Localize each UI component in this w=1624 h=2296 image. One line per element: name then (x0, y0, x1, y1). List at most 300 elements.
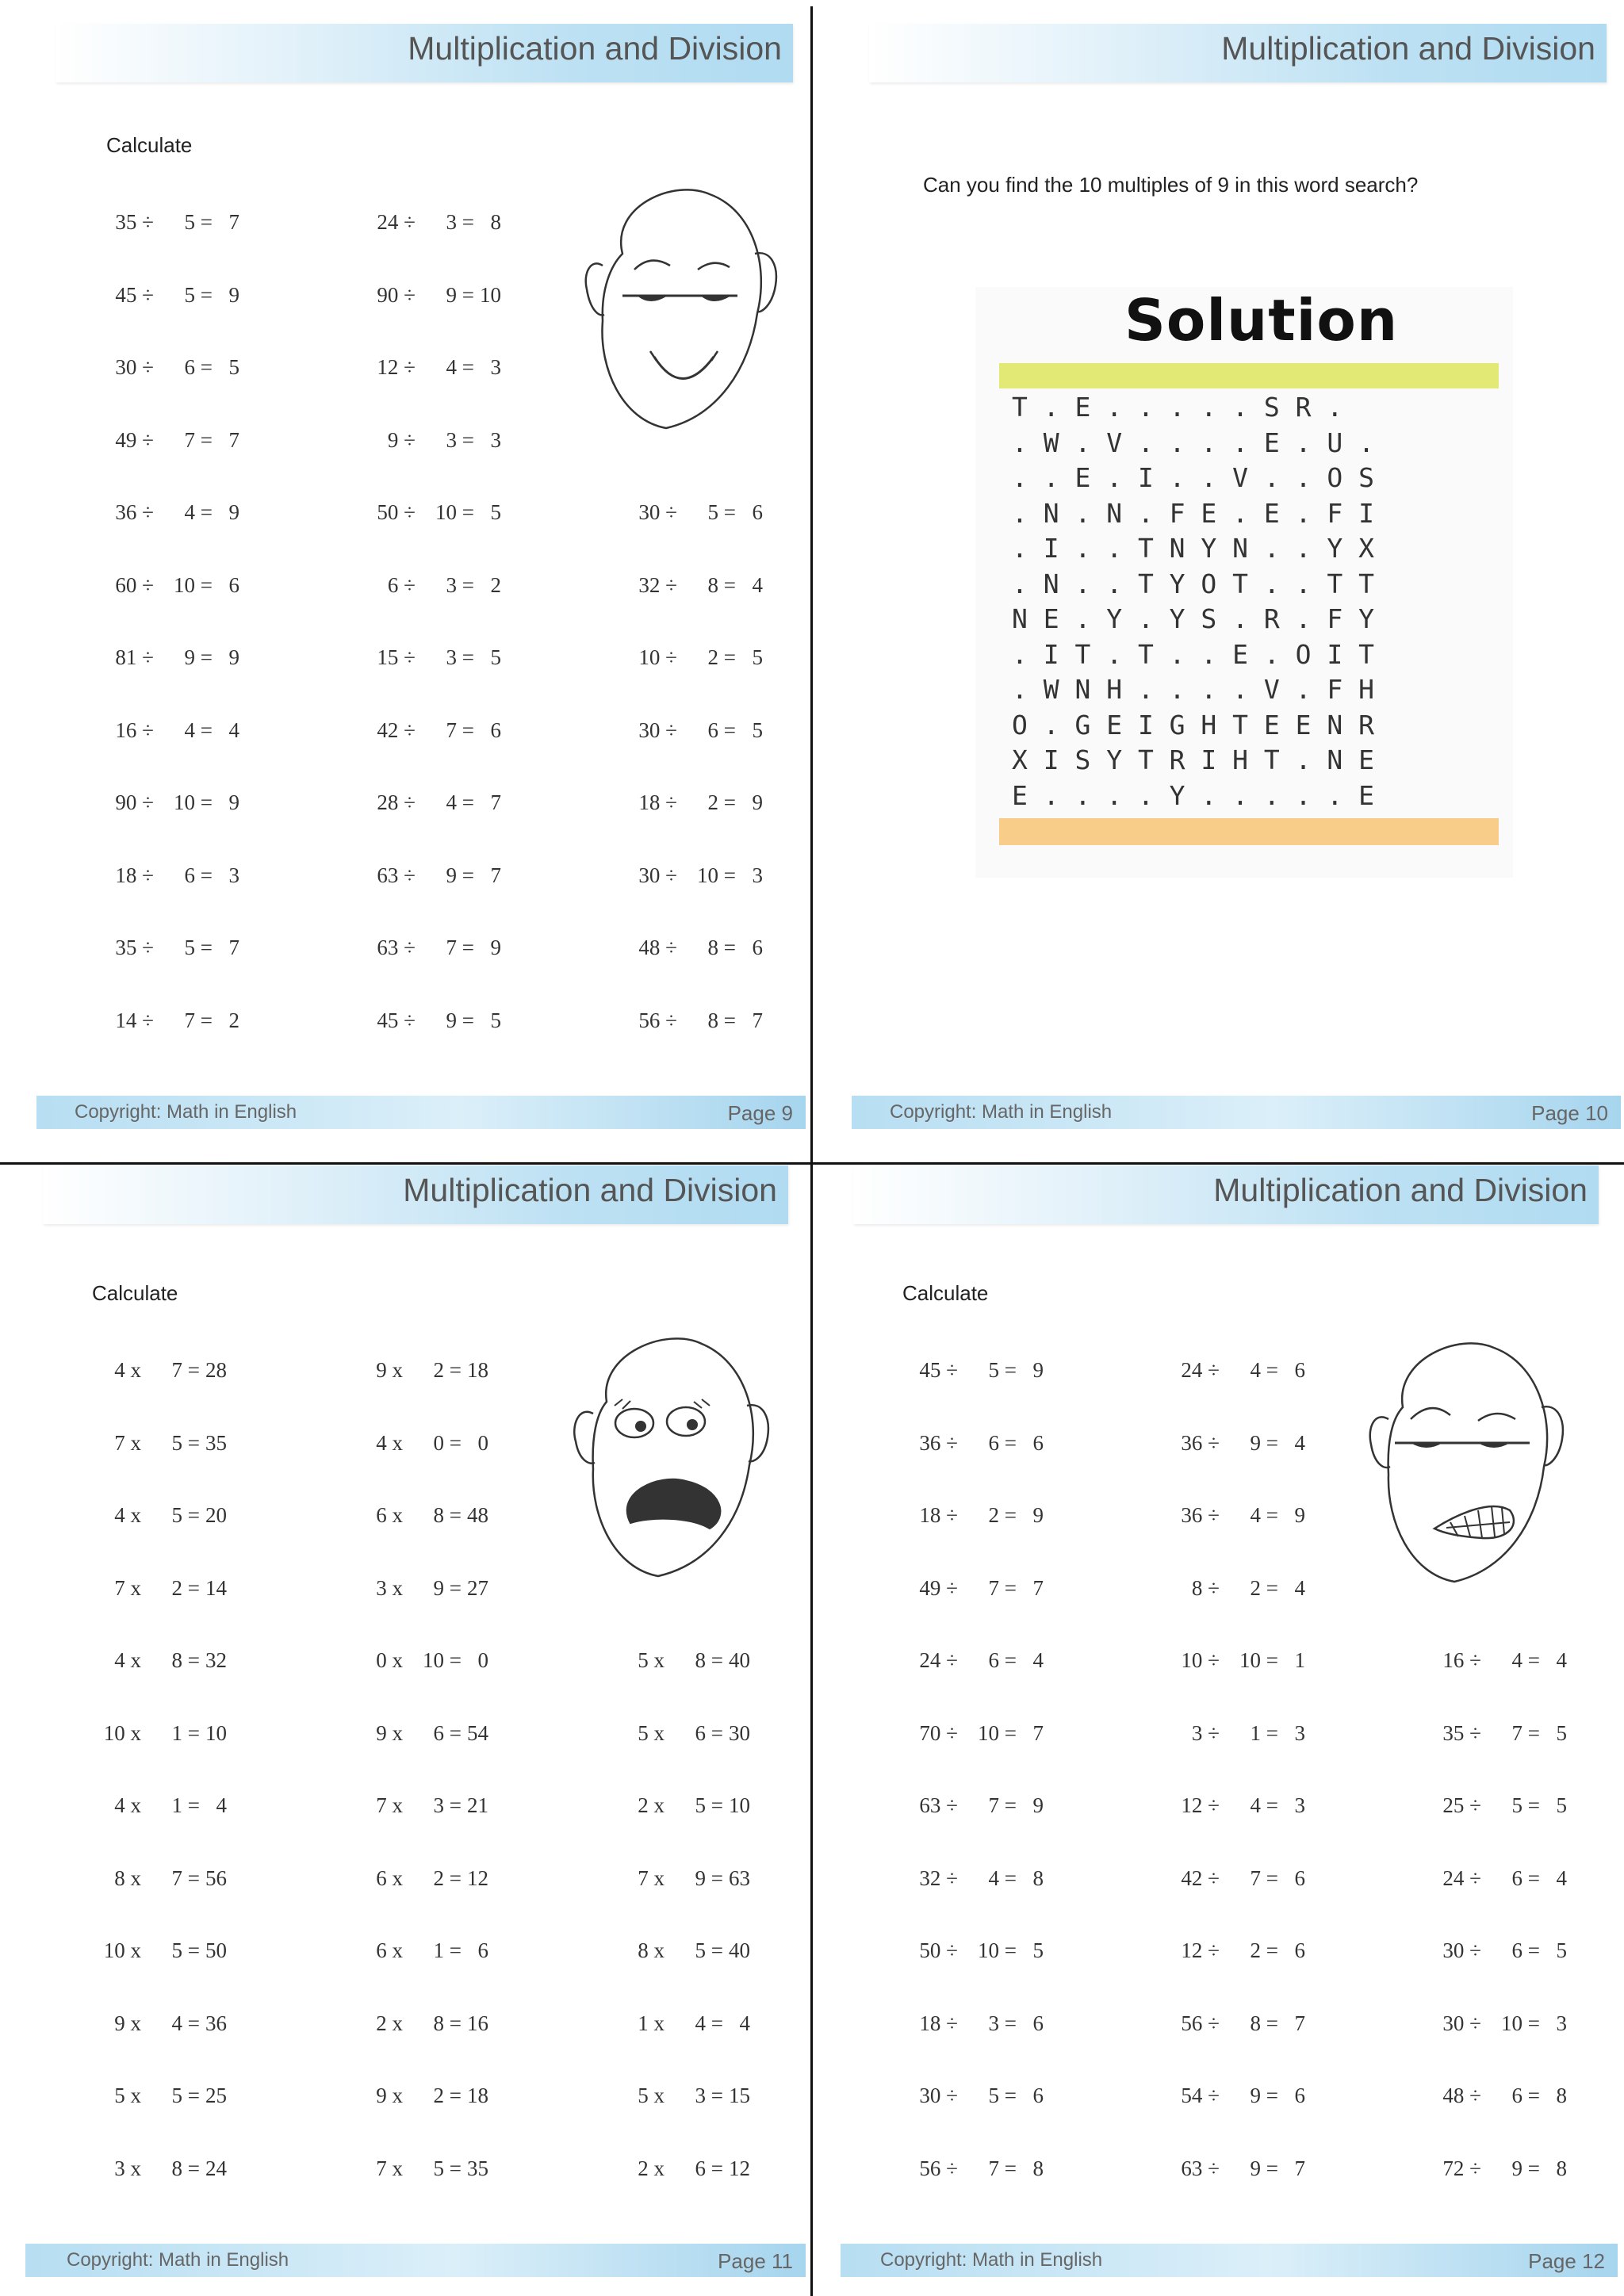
operand-a: 10 x (103, 1938, 141, 1962)
operand-b: 5 = (707, 500, 736, 524)
operand-b: 0 = (433, 1430, 462, 1455)
operand-b: 5 = (184, 210, 213, 234)
grid-row: . W . V . . . . E . U . (1012, 427, 1374, 458)
answer: 5 (1556, 1938, 1567, 1962)
operand-b: 2 = (988, 1503, 1017, 1527)
equation-row (106, 645, 257, 672)
equation-row (910, 1938, 1061, 1965)
operand-a: 35 ÷ (115, 210, 154, 234)
operand-b: 9 = (446, 863, 474, 887)
equation-row (1172, 1866, 1323, 1893)
operand-a: 18 ÷ (115, 863, 154, 887)
operand-a: 70 ÷ (919, 1720, 958, 1745)
answer: 3 (228, 863, 239, 887)
equation-row (368, 573, 519, 600)
operand-a: 35 ÷ (1442, 1720, 1481, 1745)
equation-row (368, 645, 519, 672)
answer: 27 (467, 1575, 488, 1600)
equation-row (910, 1648, 1061, 1675)
operand-a: 63 ÷ (919, 1793, 958, 1817)
smiling-face-icon (555, 178, 793, 440)
answer: 0 (477, 1648, 488, 1672)
answer: 9 (752, 790, 763, 814)
operand-a: 45 ÷ (919, 1358, 958, 1382)
equation-row (94, 1938, 244, 1965)
equation-row (910, 1866, 1061, 1893)
answer: 4 (752, 572, 763, 597)
operand-b: 7 = (171, 1866, 200, 1890)
operand-b: 9 = (433, 1575, 462, 1600)
copyright-text: Copyright: Math in English (75, 1101, 297, 1123)
copyright-text: Copyright: Math in English (890, 1101, 1113, 1123)
equation-row (630, 500, 780, 527)
answer: 5 (752, 645, 763, 669)
operand-b: 6 = (695, 1720, 723, 1745)
operand-b: 4 = (446, 355, 474, 379)
answer: 21 (467, 1793, 488, 1817)
answer: 7 (228, 936, 239, 959)
answer: 4 (1556, 1866, 1567, 1890)
operand-a: 4 x (114, 1503, 141, 1527)
operand-b: 4 = (184, 500, 213, 524)
operand-a: 45 ÷ (115, 282, 154, 307)
equation-row (1172, 1431, 1323, 1458)
equation-row (617, 1866, 768, 1893)
equation-row (630, 863, 780, 890)
grid-row: . . E . I . . V . . O S (1012, 462, 1374, 493)
answer: 4 (1294, 1575, 1305, 1600)
operand-b: 3 = (446, 645, 474, 669)
answer: 35 (467, 2156, 488, 2180)
grid-row: T . E . . . . . S R . (1012, 392, 1343, 423)
equation-row (368, 790, 519, 817)
page-10 (812, 0, 1624, 1148)
operand-b: 8 = (171, 2156, 200, 2180)
operand-a: 6 x (376, 1503, 403, 1527)
operand-a: 10 ÷ (638, 645, 677, 669)
operand-a: 0 x (376, 1648, 403, 1672)
answer: 6 (1294, 2084, 1305, 2107)
equation-row (1172, 2011, 1323, 2038)
operand-a: 81 ÷ (115, 645, 154, 669)
operand-a: 2 x (638, 2156, 665, 2180)
letter-grid (1012, 392, 1488, 811)
equation-row (368, 1008, 519, 1035)
operand-b: 6 = (1511, 1938, 1540, 1962)
operand-b: 5 = (988, 2084, 1017, 2107)
equation-row (1434, 1721, 1584, 1748)
answer: 12 (467, 1866, 488, 1890)
calculate-label: Calculate (902, 1281, 989, 1305)
answer: 2 (228, 1008, 239, 1032)
equation-row (368, 936, 519, 962)
operand-b: 3 = (446, 572, 474, 597)
operand-a: 10 ÷ (1181, 1648, 1220, 1672)
answer: 6 (1032, 2011, 1044, 2035)
operand-a: 7 x (638, 1866, 665, 1890)
answer: 12 (729, 2156, 750, 2180)
operand-a: 3 ÷ (1191, 1720, 1220, 1745)
operand-b: 6 = (707, 718, 736, 742)
answer: 7 (490, 863, 501, 887)
operand-a: 15 ÷ (377, 645, 416, 669)
answer: 15 (729, 2084, 750, 2107)
answer: 5 (752, 718, 763, 742)
operand-b: 7 = (1511, 1720, 1540, 1745)
equation-row (1434, 1938, 1584, 1965)
equation-row (910, 2156, 1061, 2183)
equation-row (106, 355, 257, 382)
operand-a: 5 x (638, 2084, 665, 2107)
operand-b: 8 = (433, 2011, 462, 2035)
answer: 9 (1032, 1793, 1044, 1817)
operand-a: 12 ÷ (377, 355, 416, 379)
answer: 25 (205, 2084, 227, 2107)
operand-a: 2 x (638, 1793, 665, 1817)
operand-b: 10 = (697, 863, 736, 887)
operand-b: 3 = (695, 2084, 723, 2107)
operand-b: 8 = (707, 572, 736, 597)
operand-b: 4 = (1250, 1358, 1278, 1382)
operand-a: 28 ÷ (377, 790, 416, 814)
page-title: Multiplication and Division (1221, 30, 1595, 67)
equation-row (1434, 1793, 1584, 1820)
equation-row (106, 936, 257, 962)
operand-b: 4 = (1250, 1503, 1278, 1527)
operand-b: 3 = (446, 427, 474, 452)
answer: 6 (1032, 1430, 1044, 1455)
equation-row (1434, 2156, 1584, 2183)
operand-b: 6 = (988, 1430, 1017, 1455)
equation-row (617, 1721, 768, 1748)
operand-a: 60 ÷ (115, 572, 154, 597)
equation-row (1172, 2156, 1323, 2183)
answer: 8 (1032, 2156, 1044, 2180)
operand-b: 2 = (433, 1866, 462, 1890)
operand-a: 63 ÷ (377, 863, 416, 887)
equation-row (1172, 1721, 1323, 1748)
calculate-label: Calculate (106, 133, 193, 157)
operand-b: 5 = (433, 2156, 462, 2180)
page-footer (852, 1096, 1621, 1129)
answer: 7 (228, 210, 239, 234)
equation-row (617, 1938, 768, 1965)
bottom-bar (999, 818, 1499, 845)
grid-row: E . . . . Y . . . . . E (1012, 779, 1374, 811)
operand-b: 6 = (1511, 1866, 1540, 1890)
operand-a: 16 ÷ (1442, 1648, 1481, 1672)
operand-b: 2 = (707, 790, 736, 814)
answer: 3 (490, 355, 501, 379)
operand-a: 3 x (376, 1575, 403, 1600)
equation-row (368, 428, 519, 455)
operand-a: 30 ÷ (638, 863, 677, 887)
operand-a: 8 x (114, 1866, 141, 1890)
equation-row (94, 1503, 244, 1530)
equation-row (910, 1358, 1061, 1385)
operand-a: 45 ÷ (377, 1008, 416, 1032)
operand-b: 9 = (1511, 2156, 1540, 2180)
operand-b: 9 = (1250, 1430, 1278, 1455)
operand-b: 2 = (171, 1575, 200, 1600)
operand-a: 5 x (638, 1648, 665, 1672)
operand-b: 6 = (1511, 2084, 1540, 2107)
equation-row (94, 1358, 244, 1385)
answer: 40 (729, 1938, 750, 1962)
answer: 8 (1032, 1866, 1044, 1890)
equation-row (617, 2011, 768, 2038)
page-title: Multiplication and Division (408, 30, 782, 67)
answer: 5 (490, 645, 501, 669)
equation-row (1172, 1576, 1323, 1603)
answer: 7 (1294, 2156, 1305, 2180)
answer: 3 (1556, 2011, 1567, 2035)
answer: 6 (228, 572, 239, 597)
operand-a: 7 x (376, 1793, 403, 1817)
equation-row (106, 1008, 257, 1035)
operand-a: 9 ÷ (387, 427, 416, 452)
equation-row (355, 1866, 506, 1893)
operand-a: 24 ÷ (1181, 1358, 1220, 1382)
equation-row (1434, 2084, 1584, 2110)
operand-a: 36 ÷ (1181, 1503, 1220, 1527)
equation-row (94, 2156, 244, 2183)
equation-row (368, 355, 519, 382)
top-bar (999, 363, 1499, 388)
grimacing-face-icon (1339, 1332, 1581, 1594)
operand-b: 5 = (695, 1793, 723, 1817)
answer: 8 (1556, 2084, 1567, 2107)
answer: 0 (477, 1430, 488, 1455)
operand-b: 9 = (1250, 2084, 1278, 2107)
operand-a: 30 ÷ (919, 2084, 958, 2107)
equation-row (1172, 1648, 1323, 1675)
operand-b: 8 = (1250, 2011, 1278, 2035)
operand-b: 2 = (433, 1358, 462, 1382)
answer: 4 (1032, 1648, 1044, 1672)
equation-row (355, 2156, 506, 2183)
answer: 9 (228, 282, 239, 307)
operand-b: 9 = (446, 282, 474, 307)
operand-b: 10 = (1239, 1648, 1278, 1672)
operand-b: 7 = (988, 2156, 1017, 2180)
answer: 4 (1294, 1430, 1305, 1455)
sad-face-icon (539, 1326, 785, 1588)
answer: 28 (205, 1358, 227, 1382)
answer: 1 (1294, 1648, 1305, 1672)
answer: 7 (752, 1008, 763, 1032)
grid-row: . W N H . . . . V . F H (1012, 674, 1374, 705)
operand-a: 50 ÷ (377, 500, 416, 524)
operand-a: 7 x (376, 2156, 403, 2180)
equation-row (1434, 1648, 1584, 1675)
operand-b: 3 = (446, 210, 474, 234)
answer: 6 (490, 718, 501, 742)
equation-row (910, 2011, 1061, 2038)
answer: 5 (1556, 1720, 1567, 1745)
operand-b: 9 = (446, 1008, 474, 1032)
answer: 3 (1294, 1720, 1305, 1745)
operand-b: 8 = (695, 1648, 723, 1672)
operand-a: 3 x (114, 2156, 141, 2180)
answer: 4 (216, 1793, 227, 1817)
page-footer (25, 2244, 806, 2277)
equation-row (1434, 2011, 1584, 2038)
operand-b: 7 = (988, 1575, 1017, 1600)
equation-row (630, 645, 780, 672)
answer: 4 (1556, 1648, 1567, 1672)
equation-row (368, 718, 519, 745)
operand-a: 14 ÷ (115, 1008, 154, 1032)
operand-a: 56 ÷ (1181, 2011, 1220, 2035)
word-search-solution (975, 287, 1513, 878)
grid-row: O . G E I G H T E E N R (1012, 709, 1374, 740)
page-number: Page 9 (727, 1101, 793, 1125)
answer: 6 (1294, 1358, 1305, 1382)
operand-a: 30 ÷ (1442, 2011, 1481, 2035)
copyright-text: Copyright: Math in English (880, 2249, 1103, 2271)
operand-a: 4 x (114, 1648, 141, 1672)
page-title: Multiplication and Division (403, 1172, 777, 1208)
operand-b: 7 = (171, 1358, 200, 1382)
equation-row (355, 1431, 506, 1458)
operand-b: 3 = (433, 1793, 462, 1817)
operand-a: 7 x (114, 1575, 141, 1600)
operand-a: 4 x (376, 1430, 403, 1455)
operand-a: 8 x (638, 1938, 665, 1962)
operand-b: 4 = (695, 2011, 723, 2035)
answer: 5 (490, 500, 501, 524)
equation-row (94, 1431, 244, 1458)
equation-row (94, 1576, 244, 1603)
operand-b: 2 = (1250, 1575, 1278, 1600)
answer: 3 (1294, 1793, 1305, 1817)
operand-a: 50 ÷ (919, 1938, 958, 1962)
equation-row (355, 1721, 506, 1748)
operand-a: 35 ÷ (115, 936, 154, 959)
operand-a: 30 ÷ (115, 355, 154, 379)
answer: 3 (490, 427, 501, 452)
answer: 9 (1032, 1358, 1044, 1382)
operand-b: 7 = (988, 1793, 1017, 1817)
operand-a: 10 x (103, 1720, 141, 1745)
operand-b: 10 = (174, 790, 213, 814)
answer: 35 (205, 1430, 227, 1455)
equation-row (617, 1793, 768, 1820)
operand-b: 4 = (171, 2011, 200, 2035)
answer: 7 (490, 790, 501, 814)
answer: 9 (1032, 1503, 1044, 1527)
page-title: Multiplication and Division (1213, 1172, 1588, 1208)
operand-b: 6 = (184, 355, 213, 379)
operand-a: 49 ÷ (115, 427, 154, 452)
equation-row (106, 428, 257, 455)
grid-row: . I . . T N Y N . . Y X (1012, 533, 1374, 564)
operand-b: 7 = (446, 718, 474, 742)
answer: 30 (729, 1720, 750, 1745)
operand-a: 24 ÷ (1442, 1866, 1481, 1890)
answer: 9 (228, 790, 239, 814)
page-number: Page 12 (1528, 2249, 1605, 2273)
equation-row (1172, 1938, 1323, 1965)
operand-b: 4 = (184, 718, 213, 742)
operand-b: 6 = (184, 863, 213, 887)
equation-row (630, 1008, 780, 1035)
operand-a: 36 ÷ (919, 1430, 958, 1455)
equation-row (355, 1648, 506, 1675)
equation-row (106, 718, 257, 745)
equation-row (368, 283, 519, 310)
equation-row (1172, 1793, 1323, 1820)
operand-b: 6 = (695, 2156, 723, 2180)
operand-b: 9 = (1250, 2156, 1278, 2180)
grid-row: X I S Y T R I H T . N E (1012, 744, 1374, 775)
equation-row (1172, 1503, 1323, 1530)
operand-a: 12 ÷ (1181, 1793, 1220, 1817)
page-header (853, 1165, 1599, 1224)
equation-row (1172, 2084, 1323, 2110)
equation-row (94, 2084, 244, 2110)
equation-row (910, 1793, 1061, 1820)
equation-row (355, 1938, 506, 1965)
answer: 6 (752, 936, 763, 959)
equation-row (617, 2084, 768, 2110)
operand-a: 63 ÷ (1181, 2156, 1220, 2180)
answer: 6 (752, 500, 763, 524)
answer: 5 (1556, 1793, 1567, 1817)
equation-row (910, 1576, 1061, 1603)
operand-a: 8 ÷ (1191, 1575, 1220, 1600)
answer: 48 (467, 1503, 488, 1527)
operand-a: 2 x (376, 2011, 403, 2035)
operand-b: 5 = (1511, 1793, 1540, 1817)
grid-row: N E . Y . Y S . R . F Y (1012, 603, 1374, 634)
operand-a: 56 ÷ (919, 2156, 958, 2180)
equation-row (630, 790, 780, 817)
equation-row (94, 2011, 244, 2038)
operand-a: 24 ÷ (919, 1648, 958, 1672)
equation-row (94, 1648, 244, 1675)
page-footer (841, 2244, 1618, 2277)
grid-row: . N . N . F E . E . F I (1012, 497, 1374, 529)
operand-a: 6 x (376, 1938, 403, 1962)
operand-b: 2 = (707, 645, 736, 669)
operand-a: 36 ÷ (1181, 1430, 1220, 1455)
operand-a: 4 x (114, 1358, 141, 1382)
operand-a: 56 ÷ (638, 1008, 677, 1032)
operand-b: 4 = (1250, 1793, 1278, 1817)
answer: 16 (467, 2011, 488, 2035)
equation-row (368, 210, 519, 237)
operand-a: 6 ÷ (387, 572, 416, 597)
operand-a: 48 ÷ (638, 936, 677, 959)
operand-b: 7 = (446, 936, 474, 959)
operand-b: 10 = (978, 1720, 1017, 1745)
equation-row (1434, 1866, 1584, 1893)
answer: 9 (228, 645, 239, 669)
operand-b: 9 = (695, 1866, 723, 1890)
operand-b: 7 = (1250, 1866, 1278, 1890)
equation-row (617, 2156, 768, 2183)
operand-a: 54 ÷ (1181, 2084, 1220, 2107)
operand-b: 5 = (184, 936, 213, 959)
page-footer (36, 1096, 806, 1129)
operand-a: 30 ÷ (1442, 1938, 1481, 1962)
page-header (869, 24, 1607, 82)
operand-a: 12 ÷ (1181, 1938, 1220, 1962)
answer: 7 (1032, 1575, 1044, 1600)
answer: 18 (467, 1358, 488, 1382)
